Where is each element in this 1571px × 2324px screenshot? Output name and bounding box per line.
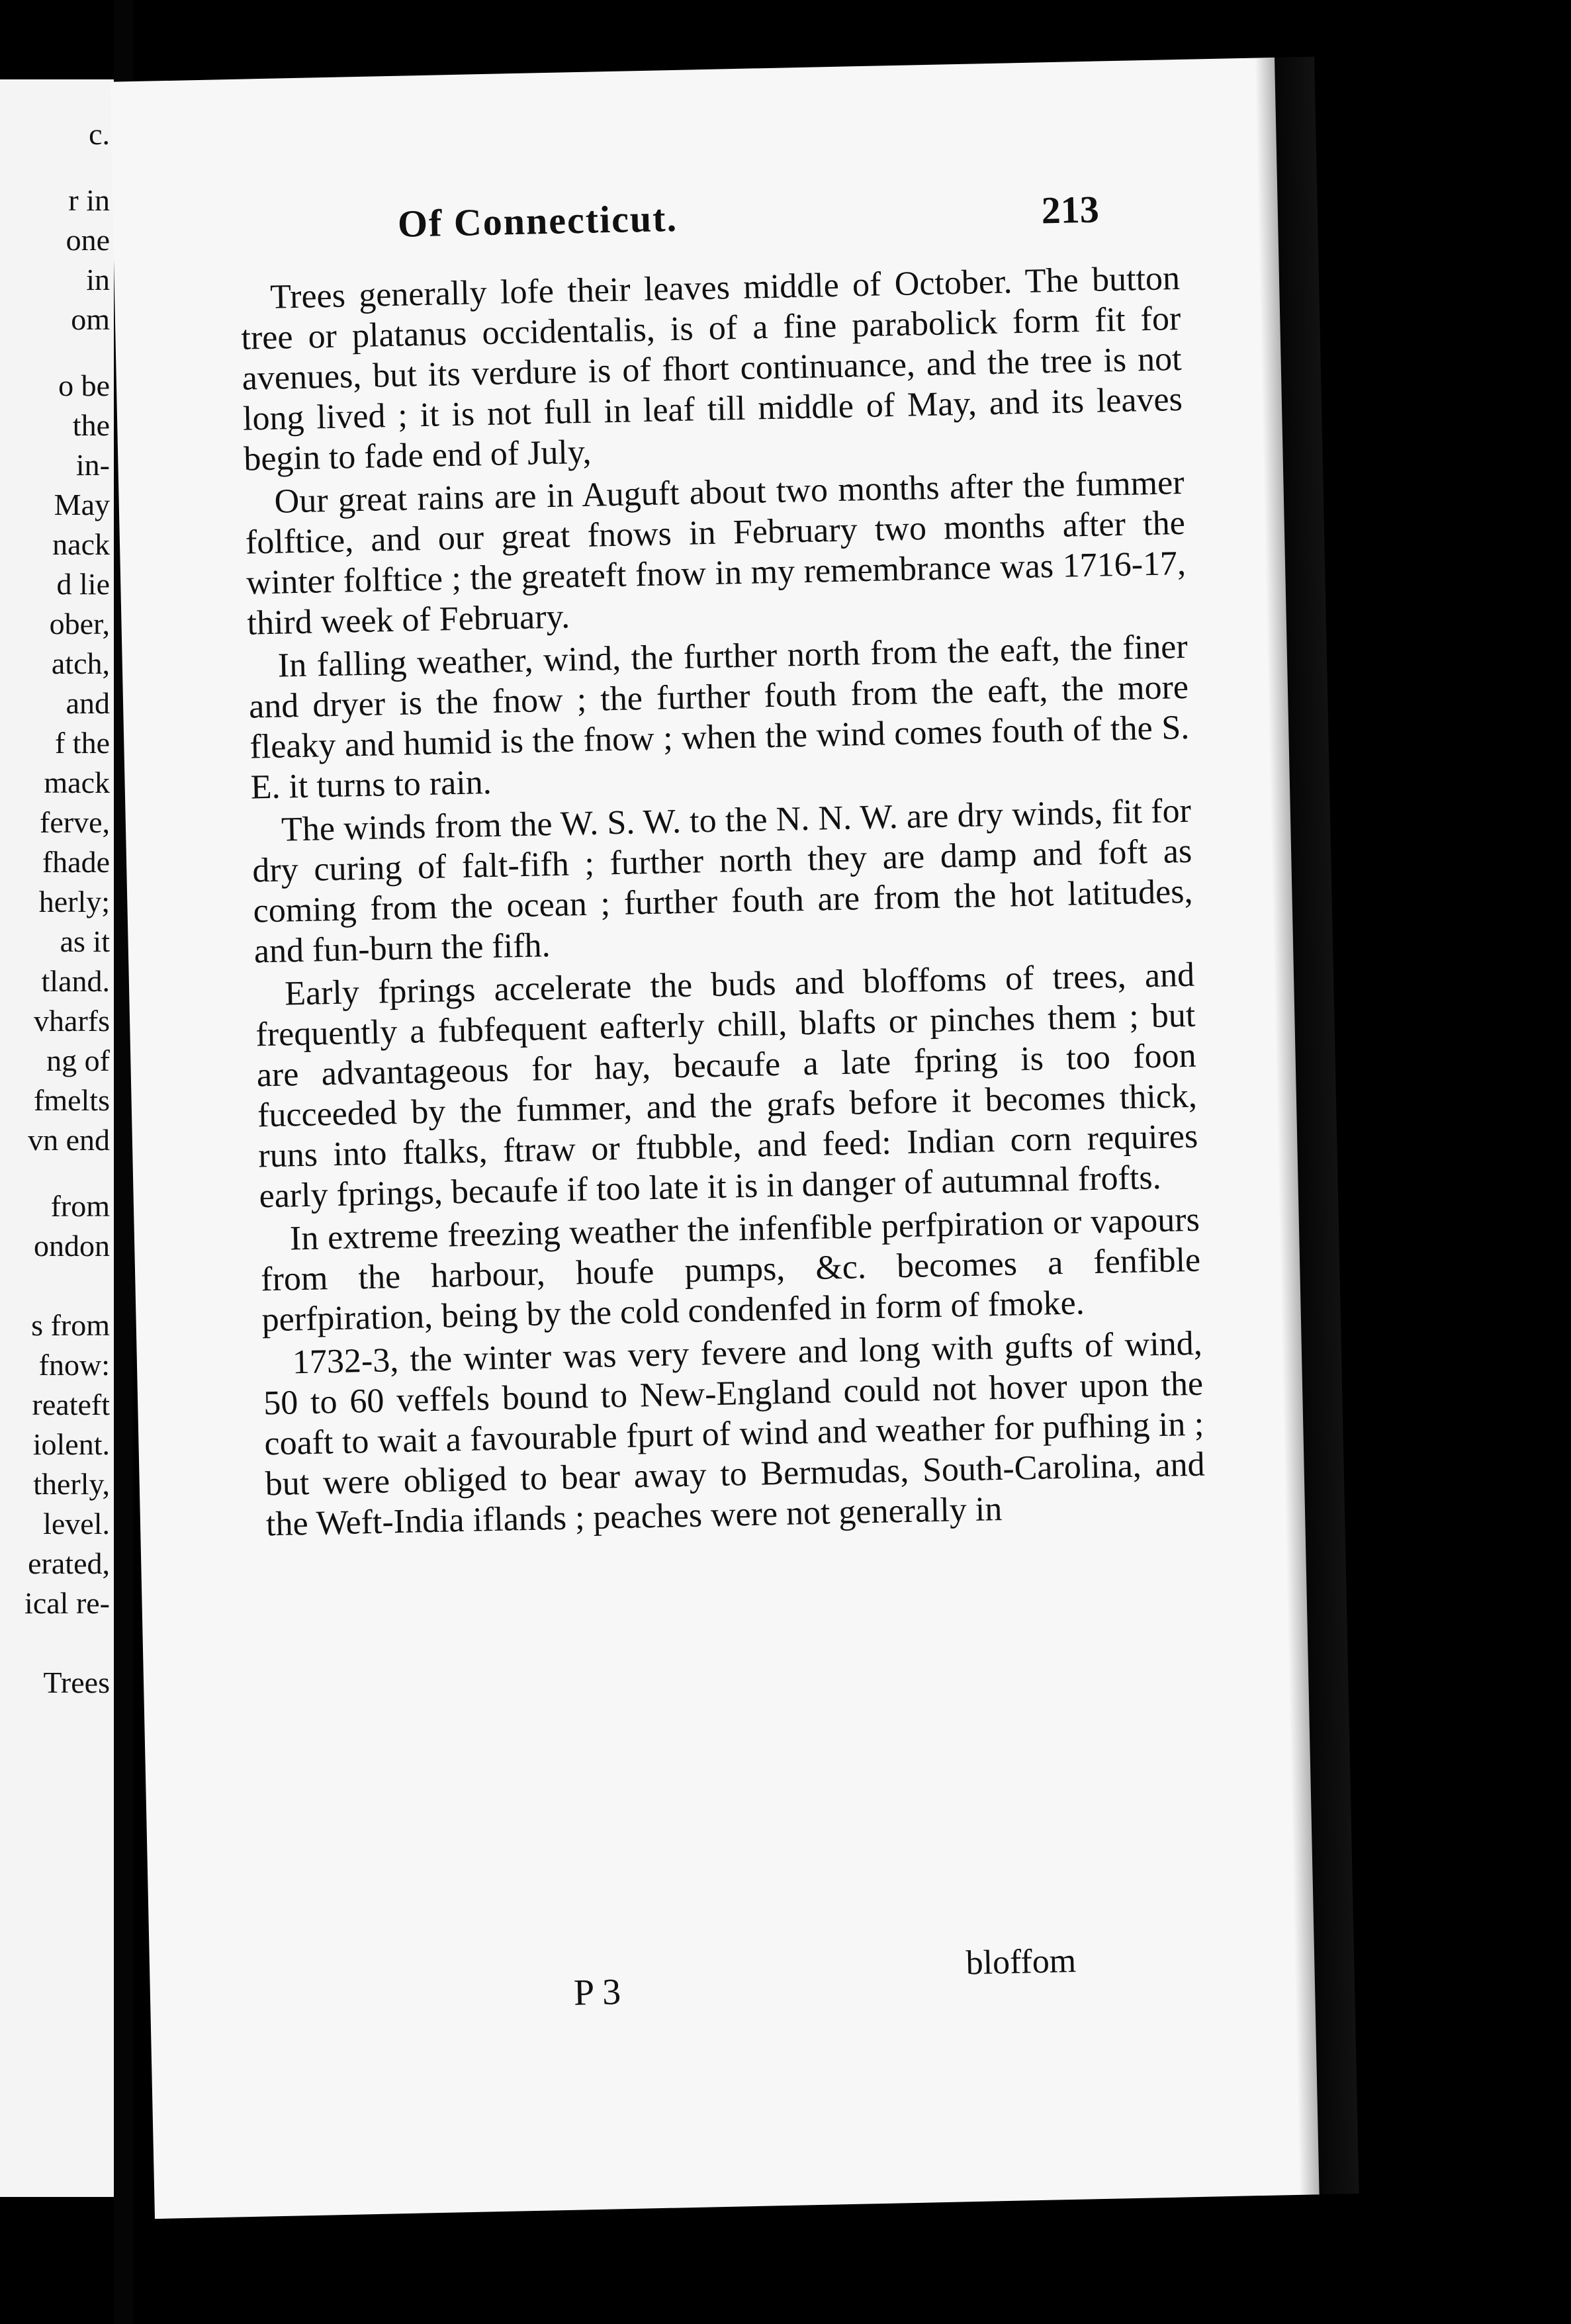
facing-page-fragment: one xyxy=(66,223,110,257)
paragraph: Trees generally lofe their leaves middle of October. The button tree or platanus occidentalis, is of a fine parabolick form fit for avenues, but its verdure is of fhort continuance, and the tree is not long lived ; it is not full in leaf till middle of May, and its leaves begin to fade end of July, xyxy=(240,259,1183,478)
running-head: Of Connecticut. xyxy=(397,196,678,246)
facing-page-fragment: in- xyxy=(75,448,110,482)
facing-page-fragment: s from xyxy=(31,1308,110,1342)
facing-page-fragment: from xyxy=(50,1189,110,1223)
facing-page-fragment: ondon xyxy=(34,1229,110,1263)
signature-mark: P 3 xyxy=(573,1971,621,2014)
page-number: 213 xyxy=(1041,187,1100,232)
facing-page-fragment: May xyxy=(54,488,110,521)
catchword: bloffom xyxy=(965,1942,1077,1983)
facing-page-fragment: atch, xyxy=(51,647,110,680)
facing-page-fragment: iolent. xyxy=(32,1427,110,1461)
paragraph: Early fprings accelerate the buds and bloffoms of trees, and frequently a fubfequent eafterly chill, blafts or pinches them ; but are advantageous for hay, becaufe a late fpring is too foon fucceeded by the fummer, and the grafs before it becomes thick, runs into ftalks, ftraw or ftubble, and feed: Indian corn requires early fprings, becaufe if too late it is in danger of autumnal frofts. xyxy=(255,956,1198,1216)
facing-page-fragment: d lie xyxy=(56,567,110,601)
facing-page-fragment: Trees xyxy=(43,1666,110,1699)
paragraph: In extreme freezing weather the infenfible perfpiration or vapours from the harbour, houfe pumps, &c. becomes a fenfible perfpiration, being by the cold condenfed in form of fmoke. xyxy=(260,1200,1201,1339)
facing-page-fragment: level. xyxy=(43,1507,110,1541)
facing-page-fragment: ferve, xyxy=(40,805,110,839)
page-header xyxy=(112,183,1278,254)
paragraph: In falling weather, wind, the further north from the eaft, the finer and dryer is the fnow ; the further fouth from the eaft, the more fleaky and humid is the fnow ; when the wind comes fouth of the S. E. it turns to rain. xyxy=(248,627,1190,807)
facing-page-fragment: and xyxy=(66,686,110,720)
paragraph: The winds from the W. S. W. to the N. N. W. are dry winds, fit for dry curing of falt-fifh ; further north they are damp and foft as coming from the ocean ; further fouth are from the hot latitudes, and fun-burn the fifh. xyxy=(251,791,1193,971)
facing-page-fragment: tland. xyxy=(41,964,110,998)
book-page xyxy=(110,58,1319,2219)
facing-page-fragment: o be xyxy=(58,369,110,402)
facing-page-fragment: vharfs xyxy=(34,1004,110,1038)
facing-page-fragment: fnow: xyxy=(38,1348,110,1382)
facing-page-fragment: as it xyxy=(60,924,110,958)
facing-page-fragment: ober, xyxy=(49,607,110,641)
facing-page-fragment: therly, xyxy=(33,1467,110,1501)
facing-page-fragment: the xyxy=(72,408,110,442)
body-text xyxy=(240,258,1206,1547)
facing-page-fragment: c. xyxy=(89,117,110,151)
facing-page-fragment: herly; xyxy=(38,885,110,918)
facing-page-fragment: reateft xyxy=(32,1388,110,1421)
facing-page-fragment: f the xyxy=(54,726,110,760)
facing-page-fragment: mack xyxy=(44,766,110,799)
paragraph: Our great rains are in Auguft about two months after the fummer folftice, and our great fnows in February two months after the winter folftice ; the greateft fnow in my remembrance was 1716-17, third week of February. xyxy=(245,463,1187,643)
facing-page-fragment: fmelts xyxy=(34,1083,110,1117)
facing-page-fragment: r in xyxy=(68,183,110,217)
paragraph: 1732-3, the winter was very fevere and long with gufts of wind, 50 to 60 veffels bound to New-England could not hover upon the coaft to wait a favourable fpurt of wind and weather for pufhing in ; but were obliged to bear away to Bermudas, South-Carolina, and the Weft-India iflands ; peaches were not generally in xyxy=(263,1324,1206,1544)
facing-page-fragment: in xyxy=(86,263,110,296)
facing-page-fragment: nack xyxy=(52,527,110,561)
facing-page-fragment: ng of xyxy=(46,1044,110,1077)
facing-page-fragment: ical re- xyxy=(24,1586,110,1620)
facing-page xyxy=(0,79,114,2197)
facing-page-fragment: vn end xyxy=(28,1123,110,1157)
facing-page-fragment: om xyxy=(71,302,110,336)
facing-page-fragment: erated, xyxy=(28,1546,110,1580)
facing-page-fragment: fhade xyxy=(42,845,110,879)
